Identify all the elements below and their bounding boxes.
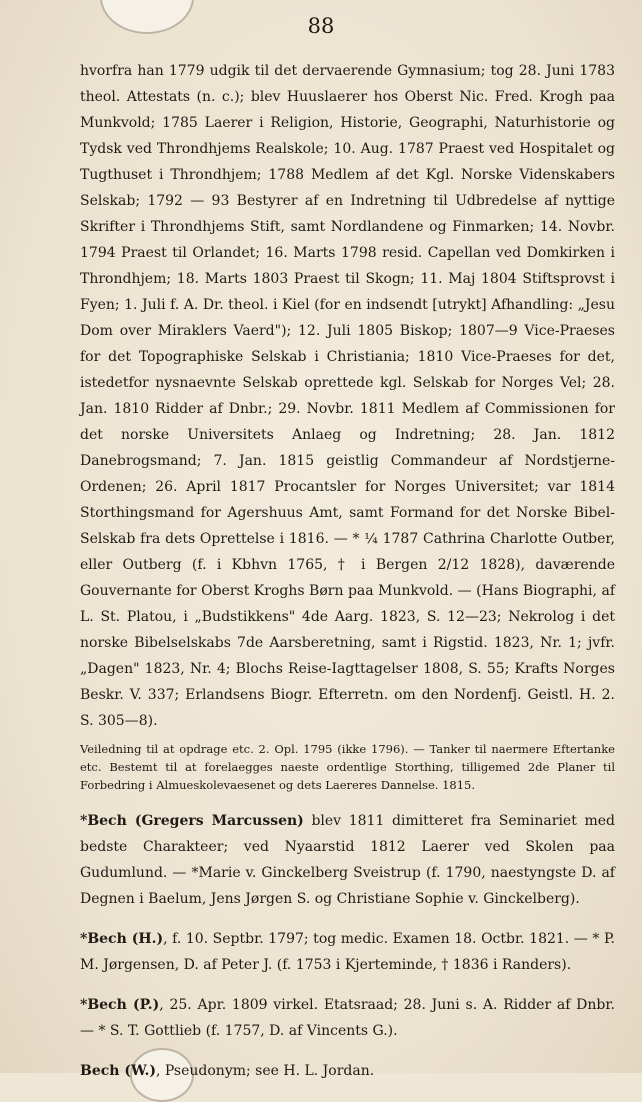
- entry-headword: *Bech (Gregers Marcussen): [80, 813, 304, 829]
- entry-bech-h: [80, 926, 615, 978]
- entry-headword: *Bech (H.): [80, 931, 164, 947]
- entry-bech-p: [80, 992, 615, 1044]
- entry-bech-gregers: [80, 808, 615, 912]
- page-number: 88: [307, 14, 335, 38]
- entry-body: , f. 10. Septbr. 1797; tog medic. Examen 18. Octbr. 1821. — * P. M. Jørgensen, D. af Peter J. (f. 1753 i Kjerteminde, † 1836 i Randers).: [80, 931, 615, 973]
- entry-body: blev 1811 dimitteret fra Seminariet med bedste Charakteer; ved Nyaarstid 1812 Laerer ved Skolen paa Gudumlund. — *Marie v. Ginckelberg Sveistrup (f. 1790, naestyngste D. af Degnen i Baelum, Jens Jørgen S. og Christiane Sophie v. Ginckelberg).: [80, 813, 615, 907]
- entry-bech-w: [80, 1058, 615, 1084]
- entry-body: , Pseudonym; see H. L. Jordan.: [155, 1063, 375, 1079]
- entry-body: , 25. Apr. 1809 virkel. Etatsraad; 28. Juni s. A. Ridder af Dnbr. — * S. T. Gottlieb (f. 1757, D. af Vincents G.).: [80, 997, 615, 1039]
- entry-headword: *Bech (P.): [80, 997, 160, 1013]
- page-text: [80, 58, 615, 1084]
- entry-headword: Bech (W.): [80, 1063, 156, 1079]
- biography-continuation: hvorfra han 1779 udgik til det dervaerende Gymnasium; tog 28. Juni 1783 theol. Attestats (n. c.); blev Huuslaerer hos Oberst Nic. Fred. Krogh paa Munkvold; 1785 Laerer i Religion, Historie, Geographi, Naturhistorie og Tydsk ved Throndhjems Realskole; 10. Aug. 1787 Praest ved Hospitalet og Tugthuset i Throndhjem; 1788 Medlem af det Kgl. Norske Videnskabers Selskab; 1792 — 93 Bestyrer af en Indretning til Udbredelse af nyttige Skrifter i Throndhjems Stift, samt Nordlandene og Finmarken; 14. Novbr. 1794 Praest til Orlandet; 16. Marts 1798 resid. Capellan ved Domkirken i Throndhjem; 18. Marts 1803 Praest til Skogn; 11. Maj 1804 Stiftsprovst i Fyen; 1. Juli f. A. Dr. theol. i Kiel (for en indsendt [utrykt] Afhandling: „Jesu Dom over Miraklers Vaerd"); 12. Juli 1805 Biskop; 1807—9 Vice-Praeses for det Topographiske Selskab i Christiania; 1810 Vice-Praeses for det, istedetfor nysnaevnte Selskab oprettede kgl. Selskab for Norges Vel; 28. Jan. 1810 Ridder af Dnbr.; 29. Novbr. 1811 Medlem af Commissionen for det norske Universitets Anlaeg og Indretning; 28. Jan. 1812 Danebrogsmand; 7. Jan. 1815 geistlig Commandeur af Nordstjerne-Ordenen; 26. April 1817 Procantsler for Norges Universitet; var 1814 Storthingsmand for Agershuus Amt, samt Formand for det Norske Bibel-Selskab fra dets Oprettelse i 1816. — * ¼ 1787 Cathrina Charlotte Outber, eller Outberg (f. i Kbhvn 1765, † i Bergen 2/12 1828), daværende Gouvernante for Oberst Kroghs Børn paa Munkvold. — (Hans Biographi, af L. St. Platou, i „Budstikkens" 4de Aarg. 1823, S. 12—23; Nekrolog i det norske Bibelselskabs 7de Aarsberetning, samt i Rigstid. 1823, Nr. 1; jvfr. „Dagen" 1823, Nr. 4; Blochs Reise-Iagttagelser 1808, S. 55; Krafts Norges Beskr. V. 337; Erlandsens Biogr. Efterretn. om den Nordenfj. Geistl. H. 2. S. 305—8).: [80, 63, 615, 729]
- footnote: Veiledning til at opdrage etc. 2. Opl. 1795 (ikke 1796). — Tanker til naermere Eftertanke etc. Bestemt til at forelaegges naeste ordentlige Storthing, tilligemed 2de Planer til Forbedring i Almueskolevaesenet og dets Laereres Dannelse. 1815.: [80, 742, 615, 792]
